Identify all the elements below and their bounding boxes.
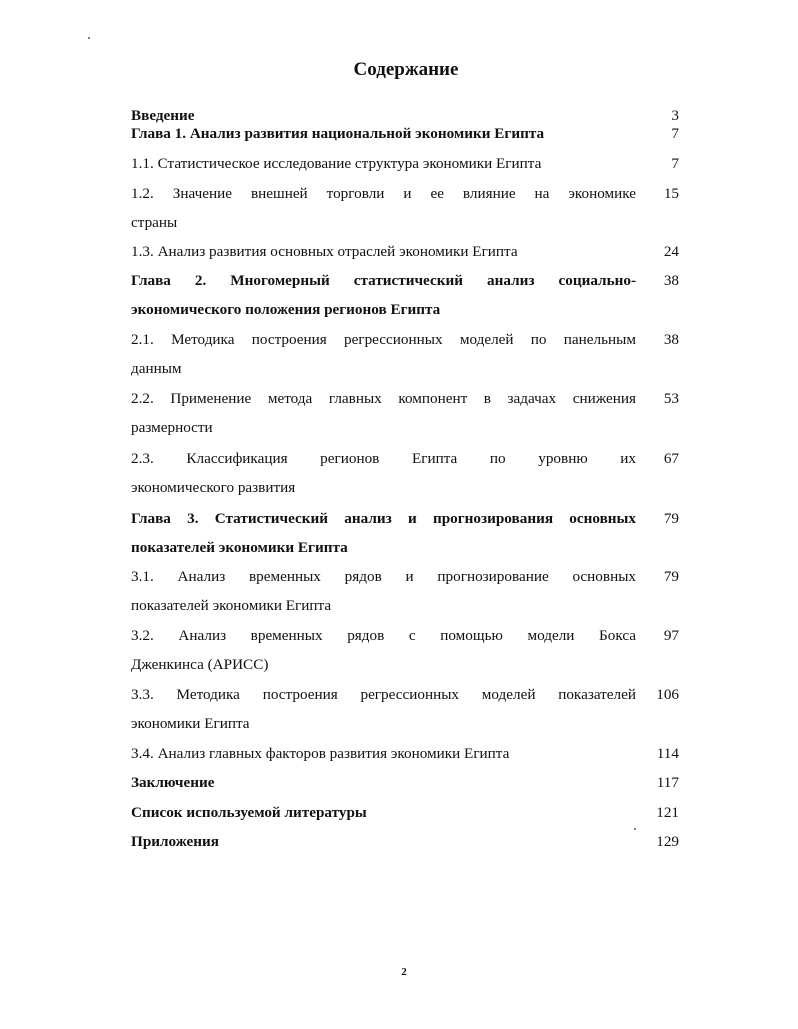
toc-entry-title: Введение	[131, 107, 195, 124]
toc-entry-page: 24	[663, 243, 679, 260]
toc-entry-page: 79	[663, 568, 679, 585]
toc-entry-line-1: 3.1. Анализ временных рядов и прогнозирование основных	[131, 568, 636, 585]
toc-entry-page: 129	[656, 833, 679, 850]
toc-entry-page: 38	[663, 331, 679, 348]
toc-entry-line-1: 1.2. Значение внешней торговли и ее влияние на экономике	[131, 185, 636, 202]
toc-entry-title	[131, 325, 636, 383]
toc-entry-line-1: 2.2. Применение метода главных компонент в задачах снижения	[131, 390, 636, 407]
scan-speck	[634, 828, 636, 830]
toc-entry-page: 7	[671, 125, 679, 142]
toc-entry-line-2: экономического положения регионов Египта	[131, 301, 441, 318]
toc-entry-page: 79	[663, 510, 679, 527]
toc-entry-title	[131, 179, 636, 237]
toc-entry-line-2: страны	[131, 214, 178, 231]
toc-entry-page: 15	[663, 185, 679, 202]
toc-entry-page: 106	[656, 686, 679, 703]
toc-entry-line-2: экономики Египта	[131, 715, 250, 732]
toc-entry-line-1: 3.3. Методика построения регрессионных моделей показателей	[131, 686, 636, 703]
toc-entry-title: Глава 1. Анализ развития национальной экономики Египта	[131, 125, 545, 142]
toc-entry-line-1: 2.3. Классификация регионов Египта по уровню их	[131, 450, 636, 467]
page-number: 2	[401, 966, 407, 978]
toc-entry-line-1: 2.1. Методика построения регрессионных моделей по панельным	[131, 331, 636, 348]
toc-entry-page: 97	[663, 627, 679, 644]
toc-entry-line-2: размерности	[131, 419, 213, 436]
toc-entry-title	[131, 562, 636, 620]
toc-entry-line-2: показателей экономики Египта	[131, 597, 332, 614]
toc-entry-line-1: Глава 2. Многомерный статистический анализ социально-	[131, 272, 636, 289]
toc-entry-line-2: данным	[131, 360, 182, 377]
toc-entry-title	[131, 621, 636, 679]
toc-entry-page: 117	[656, 774, 679, 791]
toc-entry-title	[131, 680, 636, 738]
toc-entry-title: 1.1. Статистическое исследование структура экономики Египта	[131, 155, 542, 172]
toc-entry-line-2: Дженкинса (АРИСС)	[131, 656, 269, 673]
toc-entry-title	[131, 504, 636, 562]
toc-entry-page: 53	[663, 390, 679, 407]
toc-entry-title: Приложения	[131, 833, 220, 850]
toc-entry-title: 3.4. Анализ главных факторов развития экономики Египта	[131, 745, 510, 762]
toc-entry-title: 1.3. Анализ развития основных отраслей экономики Египта	[131, 243, 518, 260]
toc-entry-page: 3	[671, 107, 679, 124]
toc-entry-title	[131, 444, 636, 502]
toc-entry-page: 67	[663, 450, 679, 467]
toc-entry-page: 38	[663, 272, 679, 289]
toc-entry-title: Заключение	[131, 774, 215, 791]
toc-entry-line-1: 3.2. Анализ временных рядов с помощью модели Бокса	[131, 627, 636, 644]
page-title: Содержание	[353, 59, 459, 80]
toc-entry-line-2: экономического развития	[131, 479, 296, 496]
toc-entry-page: 114	[656, 745, 679, 762]
toc-entry-line-2: показателей экономики Египта	[131, 539, 348, 556]
toc-entry-page: 121	[656, 804, 679, 821]
toc-entry-page: 7	[671, 155, 679, 172]
toc-entry-title: Список используемой литературы	[131, 804, 367, 821]
toc-entry-title	[131, 266, 636, 324]
scan-speck	[88, 37, 90, 39]
toc-entry-title	[131, 384, 636, 442]
toc-entry-line-1: Глава 3. Статистический анализ и прогнозирования основных	[131, 510, 636, 527]
